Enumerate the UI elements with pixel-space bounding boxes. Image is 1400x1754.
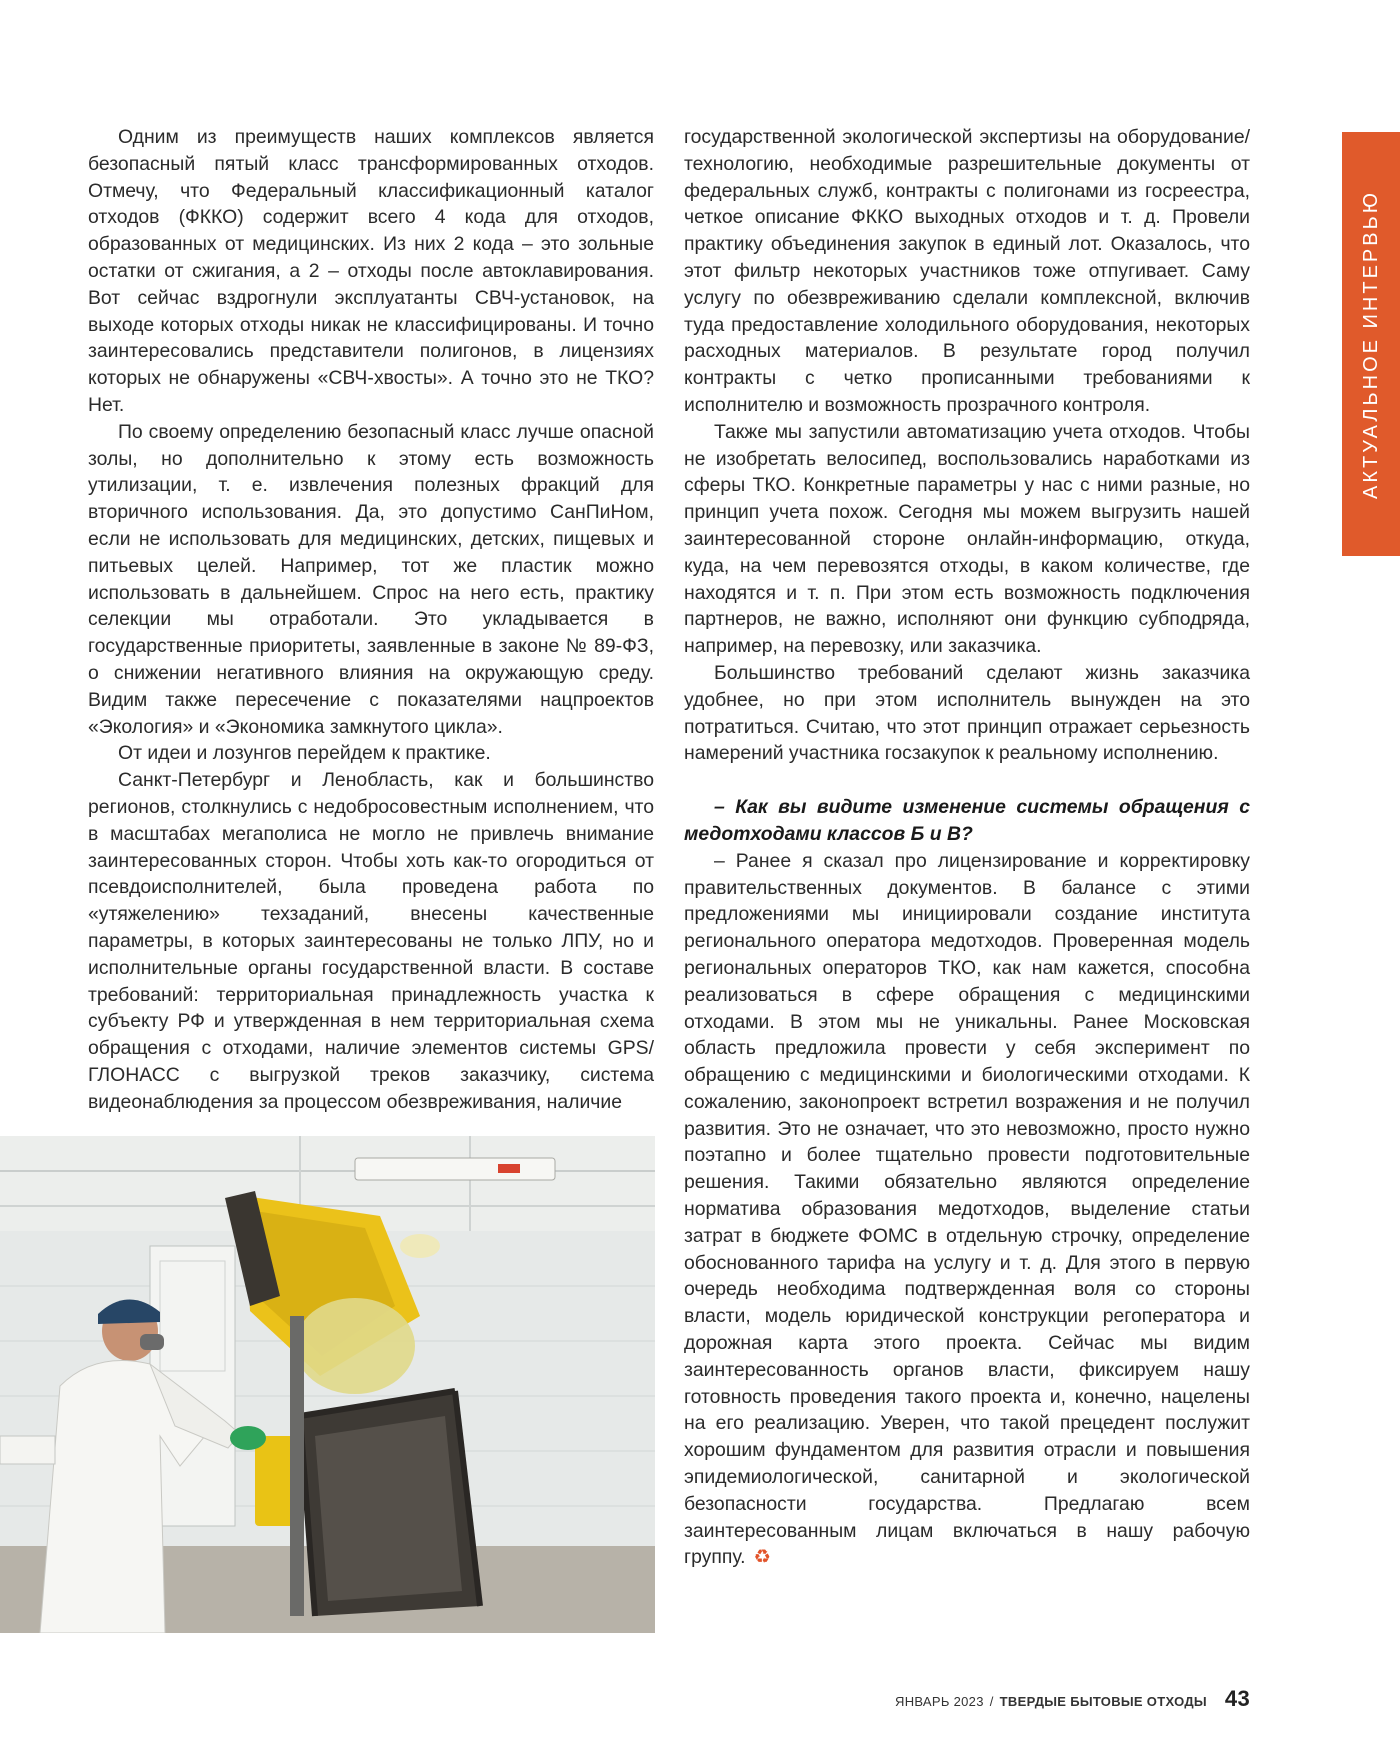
page-footer: [895, 1686, 1250, 1712]
issue-date: ЯНВАРЬ 2023: [895, 1694, 984, 1709]
paragraph: Также мы запустили автоматизацию учета отходов. Чтобы не изобретать велосипед, воспользовались наработками из сферы ТКО. Конкретные параметры у нас с ними разные, но принцип учета похож. Сегодня мы можем выгрузить нашей заинтересованной стороне онлайн-информацию, откуда, куда, на чем перевозятся отходы, в каком количестве, где находятся и т. п. При этом есть возможность подключения партнеров, не важно, исполняют они функцию субподряда, например, на перевозку, или заказчика.: [684, 420, 1250, 658]
photo-worker-waste-container: [0, 1136, 655, 1633]
left-column: [88, 124, 654, 1115]
interview-question: – Как вы видите изменение системы обращения с медотходами классов Б и В?: [684, 796, 1250, 845]
answer-text: – Ранее я сказал про лицензирование и корректировку правительственных документов. В балансе с этими предложениями мы инициировали создание института регионального оператора медотходов. Проверенная модель региональных операторов ТКО, как нам кажется, способна реализоваться в сфере обращения с медицинскими отходами. В этом мы не уникальны. Ранее Московская область предложила провести у себя эксперимент по обращению с медицинскими и биологическими отходами. К сожалению, законопроект встретил возражения и не получил развития. Это не означает, что это невозможно, просто нужно поэтапно и более тщательно провести подготовительные решения. Такими обязательно являются определение норматива образования медотходов, выделение статьи затрат в бюджете ФОМС в отдельную строчку, определение обоснованного тарифа на услугу и т. д. Для этого в первую очередь необходима подтвержденная воля со стороны власти, модель юридической конструкции регоператора и дорожная карта этого проекта. Сейчас мы видим заинтересованность органов власти, фиксируем нашу готовность проведения такого проекта и, конечно, нацелены на его реализацию. Уверен, что такой прецедент послужит хорошим фундаментом для развития отрасли и повышения эпидемиологической, санитарной и экологической безопасности государства. Предлагаю всем заинтересованным лицам включаться в нашу рабочую группу.: [684, 849, 1250, 1569]
section-tab-label: АКТУАЛЬНОЕ ИНТЕРВЬЮ: [1359, 189, 1382, 499]
paragraph: Санкт-Петербург и Ленобласть, как и большинство регионов, столкнулись с недобросовестным исполнением, что в масштабах мегаполиса не могло не привлечь внимание заинтересованных сторон. Чтобы хоть как-то огородиться от псевдоисполнителей, была проведена работа по «утяжелению» техзаданий, внесены качественные параметры, в которых заинтересованы не только ЛПУ, но и исполнительные органы государственной власти. В составе требований: территориальная принадлежность участка к субъекту РФ и утвержденная в нем территориальная схема обращения с отходами, наличие элементов системы GPS/ГЛОНАСС с выгрузкой треков заказчику, система видеонаблюдения за процессом обезвреживания, наличие: [88, 769, 654, 1113]
paragraph: государственной экологической экспертизы на оборудование/технологию, необходимые разрешительные документы от федеральных служб, контракты с полигонами из госреестра, четкое описание ФККО выходных отходов и т. д. Провели практику объединения закупок в единый лот. Оказалось, что этот фильтр некоторых участников тоже отпугивает. Саму услугу по обезвреживанию сделали комплексной, включив туда предоставление холодильного оборудования, некоторых расходных материалов. В результате город получил контракты с четко прописанными требованиями к исполнителю и возможность прозрачного контроля.: [684, 126, 1250, 416]
paragraph: Большинство требований сделают жизнь заказчика удобнее, но при этом исполнитель вынужден на это потратиться. Считаю, что этот принцип отражает серьезность намерений участника госзакупок к реальному исполнению.: [684, 661, 1250, 765]
paragraph: Одним из преимуществ наших комплексов является безопасный пятый класс трансформированных отходов. Отмечу, что Федеральный классификационный каталог отходов (ФККО) содержит всего 4 кода для отходов, образованных от медицинских. Из них 2 кода – это зольные остатки от сжигания, а 2 – отходы после автоклавирования. Вот сейчас вздрогнули эксплуатанты СВЧ-установок, на выходе которых отходы никак не классифицированы. И точно заинтересовались представители полигонов, в лицензиях которых не обнаружены «СВЧ-хвосты». А точно это не ТКО? Нет.: [88, 126, 654, 416]
section-tab: [1342, 132, 1400, 556]
paragraph: По своему определению безопасный класс лучше опасной золы, но дополнительно к этому есть возможность утилизации, т. е. извлечения полезных фракций для вторичного использования. Да, это допустимо СанПиНом, если не использовать для медицинских, детских, пищевых и питьевых целей. Например, тот же пластик можно использовать в дальнейшем. Спрос на него есть, практику селекции мы отработали. Это укладывается в государственные приоритеты, заявленные в законе № 89-ФЗ, о снижении негативного влияния на окружающую среду. Видим также пересечение с показателями нацпроектов «Экология» и «Экономика замкнутого цикла».: [88, 420, 654, 738]
recycle-icon: ♻: [753, 1546, 771, 1569]
footer-separator: /: [989, 1694, 994, 1709]
magazine-title: ТВЕРДЫЕ БЫТОВЫЕ ОТХОДЫ: [999, 1694, 1207, 1709]
interview-answer: [684, 848, 1250, 1572]
right-column: [684, 124, 1250, 1571]
paragraph: От идеи и лозунгов перейдем к практике.: [118, 742, 491, 765]
page-number: 43: [1224, 1686, 1250, 1711]
